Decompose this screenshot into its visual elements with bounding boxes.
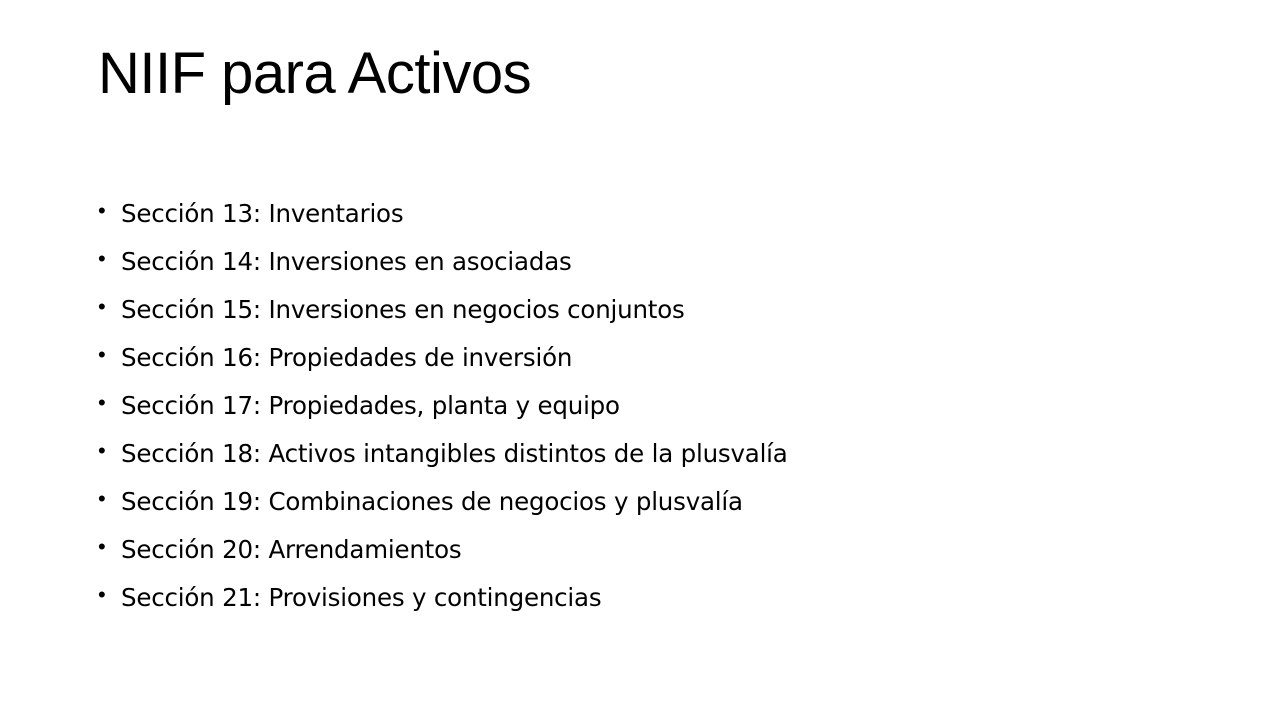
list-item: [98, 477, 788, 525]
list-item: [98, 285, 788, 333]
list-item: [98, 237, 788, 285]
bullet-icon: •: [98, 390, 106, 415]
bullet-icon: •: [98, 438, 106, 463]
list-item: [98, 189, 788, 237]
list-item: [98, 381, 788, 429]
list-item-text: Sección 14: Inversiones en asociadas: [121, 246, 572, 276]
bullet-list: [98, 189, 788, 621]
bullet-icon: •: [98, 294, 106, 319]
bullet-icon: •: [98, 246, 106, 271]
list-item: [98, 429, 788, 477]
list-item-text: Sección 17: Propiedades, planta y equipo: [121, 390, 620, 420]
list-item: [98, 525, 788, 573]
bullet-icon: •: [98, 198, 106, 223]
bullet-icon: •: [98, 342, 106, 367]
list-item: [98, 573, 788, 621]
list-item-text: Sección 16: Propiedades de inversión: [121, 342, 573, 372]
bullet-icon: •: [98, 534, 106, 559]
list-item-text: Sección 15: Inversiones en negocios conjuntos: [121, 294, 685, 324]
bullet-icon: •: [98, 486, 106, 511]
bullet-icon: •: [98, 582, 106, 607]
list-item-text: Sección 19: Combinaciones de negocios y plusvalía: [121, 486, 743, 516]
slide-title: NIIF para Activos: [98, 41, 532, 106]
list-item-text: Sección 18: Activos intangibles distintos de la plusvalía: [121, 438, 788, 468]
list-item-text: Sección 13: Inventarios: [121, 198, 404, 228]
list-item-text: Sección 20: Arrendamientos: [121, 534, 462, 564]
list-item: [98, 333, 788, 381]
list-item-text: Sección 21: Provisiones y contingencias: [121, 582, 602, 612]
